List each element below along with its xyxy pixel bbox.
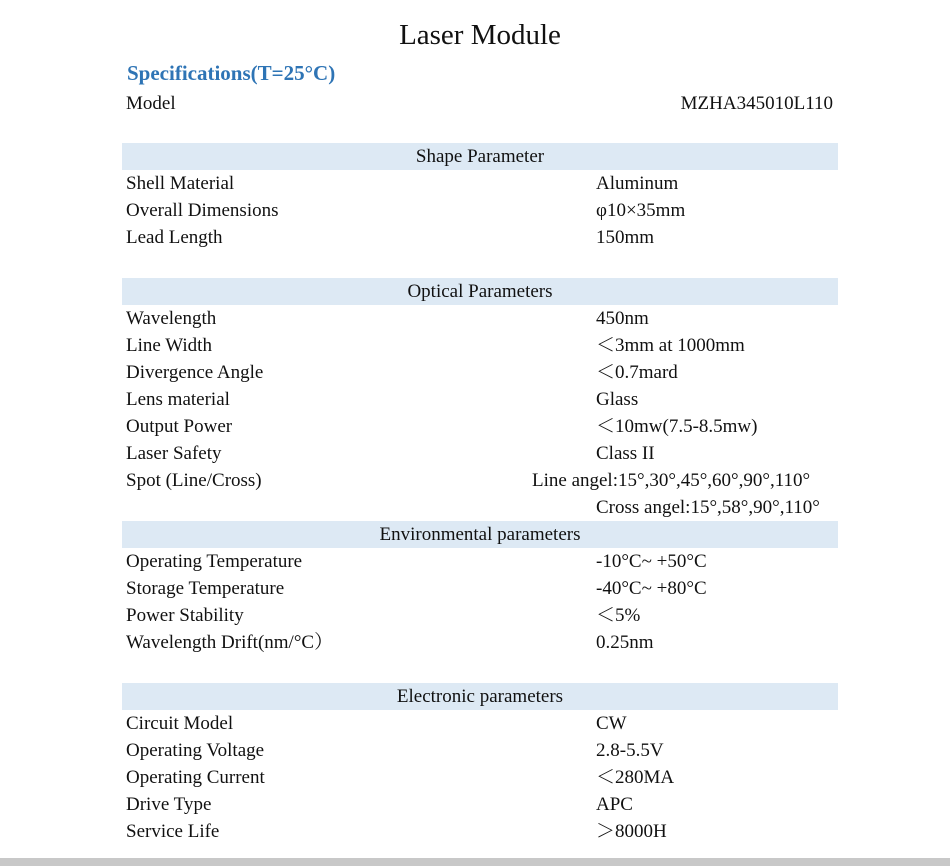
spec-label: Overall Dimensions	[126, 200, 279, 221]
spec-row	[122, 764, 838, 791]
spec-row	[122, 737, 838, 764]
spot-line-angles: Line angel:15°,30°,45°,60°,90°,110°	[532, 470, 811, 491]
spec-label: Shell Material	[126, 173, 235, 194]
spec-label: Divergence Angle	[126, 362, 264, 383]
spec-value: ＜5%	[596, 605, 641, 626]
section-header: Environmental parameters	[122, 521, 838, 548]
spec-label: Storage Temperature	[126, 578, 285, 599]
spec-label: Output Power	[126, 416, 233, 437]
spec-row	[122, 710, 838, 737]
spec-label: Laser Safety	[126, 443, 222, 464]
spec-value: ＜0.7mard	[596, 362, 678, 383]
spec-value: ＜280MA	[596, 767, 675, 788]
shape-parameter-section	[122, 143, 838, 251]
electronic-parameters-section	[122, 683, 838, 845]
spec-value: 450nm	[596, 308, 649, 329]
spec-row	[122, 629, 838, 656]
spec-value: Class II	[596, 443, 655, 464]
spec-label: Wavelength	[126, 308, 217, 329]
spec-label: Wavelength Drift(nm/°C）	[126, 632, 334, 653]
spec-row	[122, 602, 838, 629]
spec-label: Operating Temperature	[126, 551, 303, 572]
spec-row	[122, 440, 838, 467]
spec-row	[122, 413, 838, 440]
spec-row	[122, 170, 838, 197]
spec-row	[122, 791, 838, 818]
spec-row	[122, 386, 838, 413]
spot-cross-angles: Cross angel:15°,58°,90°,110°	[596, 497, 820, 518]
spec-label: Operating Voltage	[126, 740, 265, 761]
spec-value: φ10×35mm	[596, 200, 686, 221]
section-header: Optical Parameters	[122, 278, 838, 305]
spec-label: Drive Type	[126, 794, 212, 815]
spec-value: 150mm	[596, 227, 655, 248]
spec-value: ＜10mw(7.5-8.5mw)	[596, 416, 758, 437]
spec-label: Lens material	[126, 389, 230, 410]
spec-label: Circuit Model	[126, 713, 234, 734]
spec-value: Glass	[596, 389, 639, 410]
spec-row	[122, 548, 838, 575]
spec-value: -40°C~ +80°C	[596, 578, 707, 599]
model-value: MZHA345010L110	[680, 93, 833, 114]
spec-value: Aluminum	[596, 173, 679, 194]
spec-label: Power Stability	[126, 605, 244, 626]
section-header: Shape Parameter	[122, 143, 838, 170]
spec-label: Line Width	[126, 335, 212, 356]
spec-label: Lead Length	[126, 227, 223, 248]
spec-label: Spot (Line/Cross)	[126, 470, 262, 491]
spec-label: Operating Current	[126, 767, 265, 788]
spec-row	[122, 305, 838, 332]
spec-row	[122, 197, 838, 224]
spec-row	[122, 224, 838, 251]
environmental-parameters-section	[122, 521, 838, 656]
spec-row	[122, 818, 838, 845]
spot-row	[122, 467, 838, 521]
bottom-scrollbar-edge	[0, 858, 950, 866]
optical-parameters-section	[122, 278, 838, 521]
page-title: Laser Module	[399, 19, 561, 51]
spec-label: Service Life	[126, 821, 220, 842]
spec-value: ＜3mm at 1000mm	[596, 335, 745, 356]
model-label: Model	[126, 93, 176, 114]
spec-value: APC	[596, 794, 633, 815]
spec-row	[122, 359, 838, 386]
spec-value: CW	[596, 713, 627, 734]
spec-value: 0.25nm	[596, 632, 654, 653]
section-header: Electronic parameters	[122, 683, 838, 710]
spec-value: ＞8000H	[596, 821, 667, 842]
specifications-heading: Specifications(T=25°C)	[127, 61, 336, 85]
spec-value: -10°C~ +50°C	[596, 551, 707, 572]
spec-row	[122, 332, 838, 359]
spec-row	[122, 575, 838, 602]
spec-value: 2.8-5.5V	[596, 740, 664, 761]
